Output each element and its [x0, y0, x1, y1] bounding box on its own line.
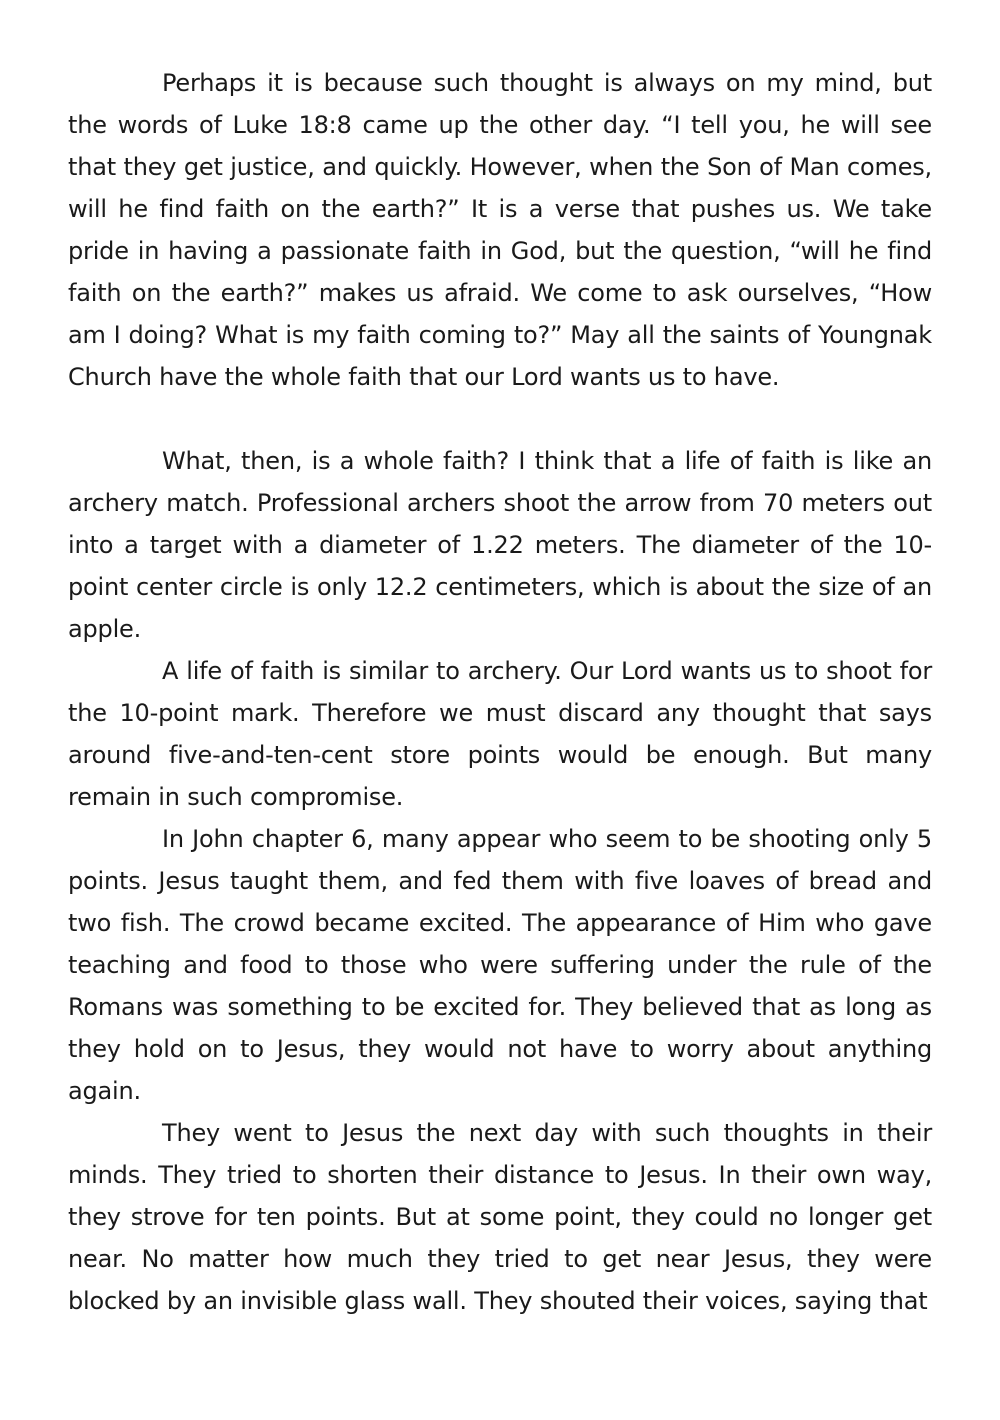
paragraph-john-6: In John chapter 6, many appear who seem to be shooting only 5 points. Jesus taught them, and fed them with five loaves of bread and two fish. The crowd became excited. The appearance of Him who gave teaching and food to those who were suffering under the rule of the Romans was something to be excited for. They believed that as long as they hold on to Jesus, they would not have to worry about anything again. — [68, 825, 932, 1105]
document-page — [68, 62, 932, 1322]
paragraph-archery: A life of faith is similar to archery. Our Lord wants us to shoot for the 10-point mark. Therefore we must discard any thought that says around five-and-ten-cent store points would be enough. But many remain in such compromise. — [68, 657, 932, 811]
paragraph-next-day: They went to Jesus the next day with such thoughts in their minds. They tried to shorten their distance to Jesus. In their own way, they strove for ten points. But at some point, they could no longer get near. No matter how much they tried to get near Jesus, they were blocked by an invisible glass wall. They shouted their voices, saying that — [68, 1119, 932, 1315]
paragraph-spacer — [68, 398, 932, 440]
paragraph-luke-18-8: Perhaps it is because such thought is always on my mind, but the words of Luke 18:8 came up the other day. “I tell you, he will see that they get justice, and quickly. However, when the Son of Man comes, will he find faith on the earth?” It is a verse that pushes us. We take pride in having a passionate faith in God, but the question, “will he find faith on the earth?” makes us afraid. We come to ask ourselves, “How am I doing? What is my faith coming to?” May all the saints of Youngnak Church have the whole faith that our Lord wants us to have. — [68, 69, 932, 391]
paragraph-whole-faith: What, then, is a whole faith? I think that a life of faith is like an archery match. Professional archers shoot the arrow from 70 meters out into a target with a diameter of 1.22 meters. The diameter of the 10-point center circle is only 12.2 centimeters, which is about the size of an apple. — [68, 447, 932, 643]
